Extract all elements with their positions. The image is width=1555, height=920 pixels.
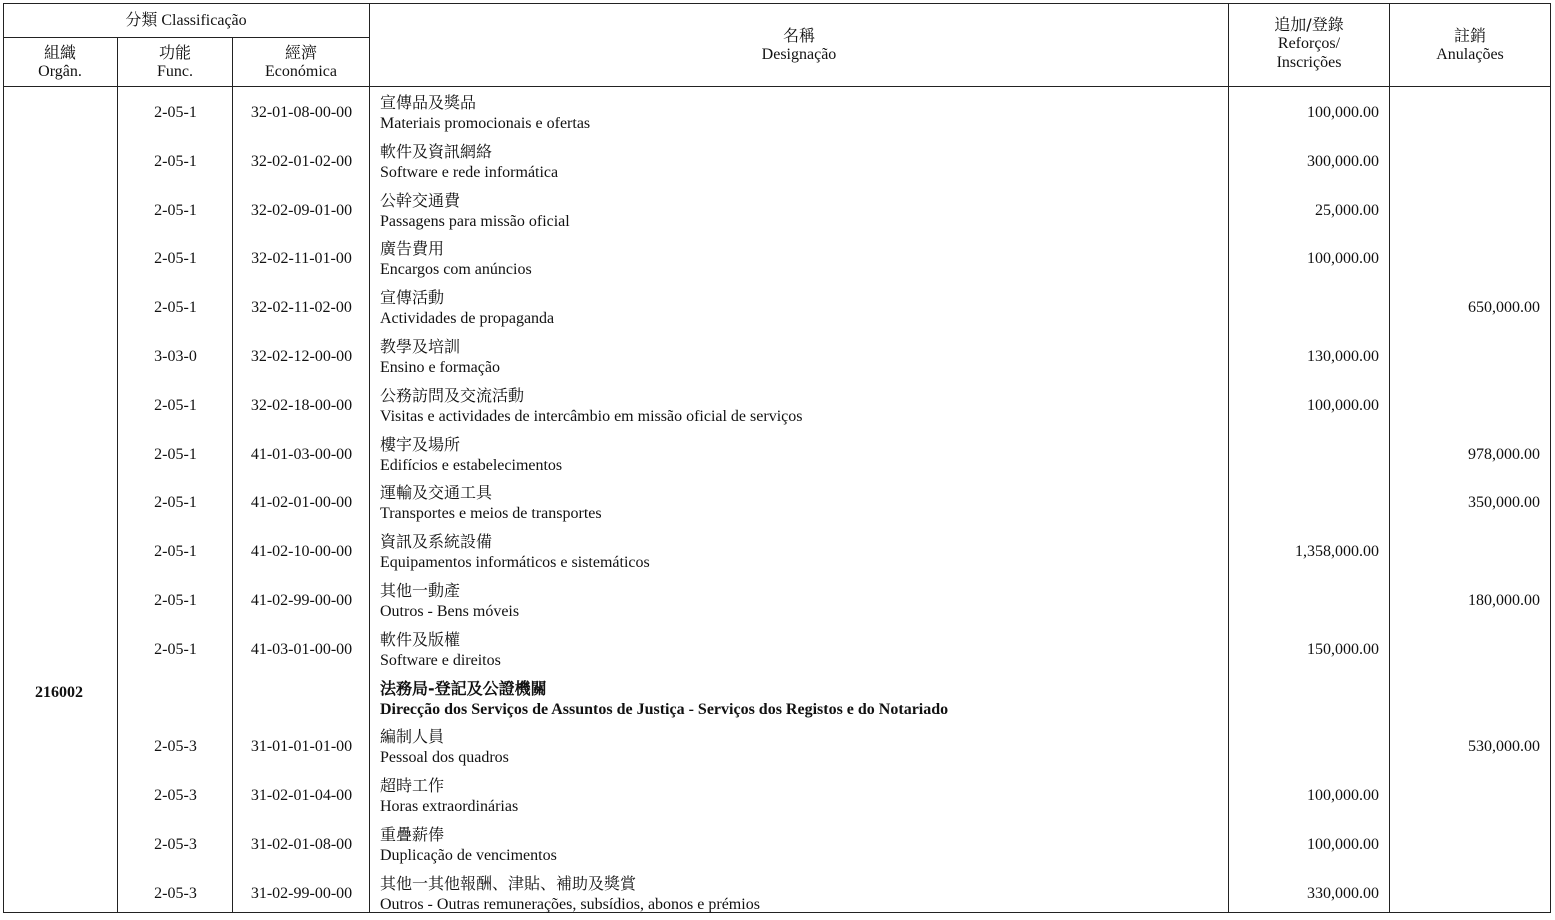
anulacoes-header-pt: Anulações <box>1436 46 1504 63</box>
reforcos-header-zh: 追加/登錄 <box>1274 15 1344 34</box>
func-cell: 2-05-3 <box>154 836 197 853</box>
designation-pt: Outros - Outras remunerações, subsídios, abonos e prémios <box>380 895 760 913</box>
func-header-pt: Func. <box>157 63 193 80</box>
anulacoes-header <box>1390 26 1550 64</box>
table-row <box>0 188 1555 237</box>
classification-header <box>3 11 369 30</box>
organ-header-pt: Orgân. <box>38 63 82 80</box>
econ-header-zh: 經濟 <box>284 43 317 62</box>
designation-zh: 教學及培訓 <box>380 337 461 356</box>
designation-zh: 軟件及版權 <box>380 629 461 649</box>
designation-zh: 公幹交通費 <box>380 190 461 210</box>
econ-cell: 32-02-11-02-00 <box>251 299 352 317</box>
table-row <box>0 139 1555 188</box>
designation-zh: 運輸及交通工具 <box>380 483 493 503</box>
func-cell: 2-05-1 <box>154 445 197 463</box>
anulacoes-amount: 650,000.00 <box>1468 299 1540 317</box>
func-cell: 2-05-1 <box>154 543 197 561</box>
designation-zh: 超時工作 <box>380 776 445 796</box>
reforcos-amount: 300,000.00 <box>1307 152 1379 170</box>
designation-pt: Outros - Bens móveis <box>380 603 520 620</box>
designation-zh: 資訊及系統設備 <box>380 532 493 552</box>
table-row <box>0 334 1555 383</box>
econ-header <box>233 43 369 81</box>
econ-cell: 41-02-01-00-00 <box>250 494 353 512</box>
table-row <box>0 773 1555 822</box>
designation-pt: Passagens para missão oficial <box>380 212 570 230</box>
anulacoes-amount: 530,000.00 <box>1468 738 1540 756</box>
anulacoes-amount: 350,000.00 <box>1468 494 1540 512</box>
econ-cell: 31-01-01-01-00 <box>250 738 353 756</box>
func-cell: 2-05-1 <box>154 104 197 121</box>
reforcos-amount: 100,000.00 <box>1307 104 1379 121</box>
designation-pt: Pessoal dos quadros <box>380 749 509 767</box>
header-bottom-border <box>3 86 1550 87</box>
table-row <box>0 285 1555 334</box>
econ-cell: 41-02-99-00-00 <box>250 592 353 609</box>
reforcos-amount: 25,000.00 <box>1315 201 1379 219</box>
designation-pt: Visitas e actividades de intercâmbio em missão oficial de serviços <box>380 407 803 425</box>
econ-cell: 32-01-08-00-00 <box>250 104 353 121</box>
reforcos-header-pt2: Inscrições <box>1276 54 1342 71</box>
reforcos-header-pt1: Reforços/ <box>1277 35 1341 52</box>
econ-cell: 31-02-01-04-00 <box>250 787 353 805</box>
designation-pt: Edifícios e estabelecimentos <box>380 456 563 474</box>
designation-zh: 其他一動產 <box>380 581 461 600</box>
econ-cell: 41-03-01-00-00 <box>250 640 353 658</box>
table-row <box>0 822 1555 871</box>
designation-pt: Direcção dos Serviços de Assuntos de Justiça - Serviços dos Registos e do Notariado <box>380 700 949 718</box>
table-row <box>0 578 1555 627</box>
econ-header-pt: Económica <box>265 63 337 80</box>
table-row <box>0 432 1555 481</box>
organ-header-zh: 組織 <box>43 43 76 62</box>
designation-header <box>370 26 1228 64</box>
table-row <box>0 871 1555 920</box>
table-row <box>0 627 1555 676</box>
econ-cell: 32-02-12-00-00 <box>250 348 353 365</box>
func-cell: 3-03-0 <box>154 348 197 365</box>
designation-zh: 公務訪問及交流活動 <box>380 385 525 405</box>
designation-zh: 其他一其他報酬、津貼、補助及獎賞 <box>380 873 637 893</box>
anulacoes-header-zh: 註銷 <box>1453 26 1486 45</box>
reforcos-amount: 100,000.00 <box>1307 250 1379 268</box>
table-row <box>0 236 1555 285</box>
designation-zh: 軟件及資訊網絡 <box>380 141 493 161</box>
econ-cell: 32-02-09-01-00 <box>250 201 353 219</box>
reforcos-amount: 100,000.00 <box>1307 787 1379 805</box>
organ-code: 216002 <box>35 684 83 701</box>
designation-zh: 重疊薪俸 <box>380 825 445 844</box>
reforcos-header <box>1229 15 1389 72</box>
reforcos-amount: 100,000.00 <box>1307 836 1379 853</box>
func-cell: 2-05-3 <box>154 738 197 756</box>
designation-pt: Equipamentos informáticos e sistemáticos <box>380 554 650 572</box>
econ-cell: 32-02-18-00-00 <box>250 396 353 414</box>
table-row <box>0 90 1555 139</box>
econ-cell: 41-02-10-00-00 <box>250 543 353 561</box>
func-cell: 2-05-1 <box>154 494 197 512</box>
table-row <box>0 724 1555 773</box>
designation-zh: 宣傳活動 <box>380 288 445 308</box>
reforcos-amount: 130,000.00 <box>1307 348 1379 365</box>
econ-cell: 41-01-03-00-00 <box>250 445 353 463</box>
classification-divider <box>3 37 369 38</box>
func-cell: 2-05-3 <box>154 787 197 805</box>
designation-pt: Horas extraordinárias <box>380 798 519 816</box>
designation-pt: Ensino e formação <box>380 359 500 376</box>
func-cell: 2-05-1 <box>154 250 197 268</box>
designation-pt: Materiais promocionais e ofertas <box>380 115 591 132</box>
table-row <box>0 480 1555 529</box>
table-top-border <box>3 3 1550 4</box>
table-row <box>0 383 1555 432</box>
func-cell: 2-05-3 <box>154 884 197 902</box>
designation-zh: 樓宇及場所 <box>380 434 461 454</box>
designation-pt: Transportes e meios de transportes <box>380 505 602 523</box>
func-cell: 2-05-1 <box>154 201 197 219</box>
func-header <box>118 43 232 81</box>
table-row <box>0 529 1555 578</box>
designation-zh: 廣告費用 <box>380 239 445 259</box>
designation-pt: Encargos com anúncios <box>380 261 532 279</box>
reforcos-amount: 330,000.00 <box>1307 884 1379 902</box>
anulacoes-amount: 180,000.00 <box>1468 592 1540 609</box>
func-cell: 2-05-1 <box>154 299 197 317</box>
func-header-zh: 功能 <box>158 43 191 62</box>
designation-pt: Duplicação de vencimentos <box>380 847 557 864</box>
classification-label: 分類 Classificação <box>125 12 247 29</box>
func-cell: 2-05-1 <box>154 640 197 658</box>
func-cell: 2-05-1 <box>154 396 197 414</box>
func-cell: 2-05-1 <box>154 592 197 609</box>
econ-cell: 31-02-01-08-00 <box>250 836 353 853</box>
designation-pt: Software e rede informática <box>380 163 559 181</box>
designation-pt: Actividades de propaganda <box>380 310 555 328</box>
table-row <box>0 676 1555 725</box>
econ-cell: 31-02-99-00-00 <box>250 884 353 902</box>
designation-zh: 宣傳品及獎品 <box>380 93 477 112</box>
designation-header-zh: 名稱 <box>782 26 815 45</box>
designation-zh: 編制人員 <box>380 727 445 747</box>
reforcos-amount: 1,358,000.00 <box>1295 543 1379 561</box>
designation-header-pt: Designação <box>761 46 837 63</box>
designation-zh: 法務局-登記及公證機關 <box>380 678 547 698</box>
econ-cell: 32-02-11-01-00 <box>251 250 352 268</box>
designation-pt: Software e direitos <box>380 651 501 669</box>
anulacoes-amount: 978,000.00 <box>1468 445 1540 463</box>
organ-header <box>3 43 117 81</box>
func-cell: 2-05-1 <box>154 152 197 170</box>
reforcos-amount: 150,000.00 <box>1307 640 1379 658</box>
reforcos-amount: 100,000.00 <box>1307 396 1379 414</box>
econ-cell: 32-02-01-02-00 <box>250 152 353 170</box>
